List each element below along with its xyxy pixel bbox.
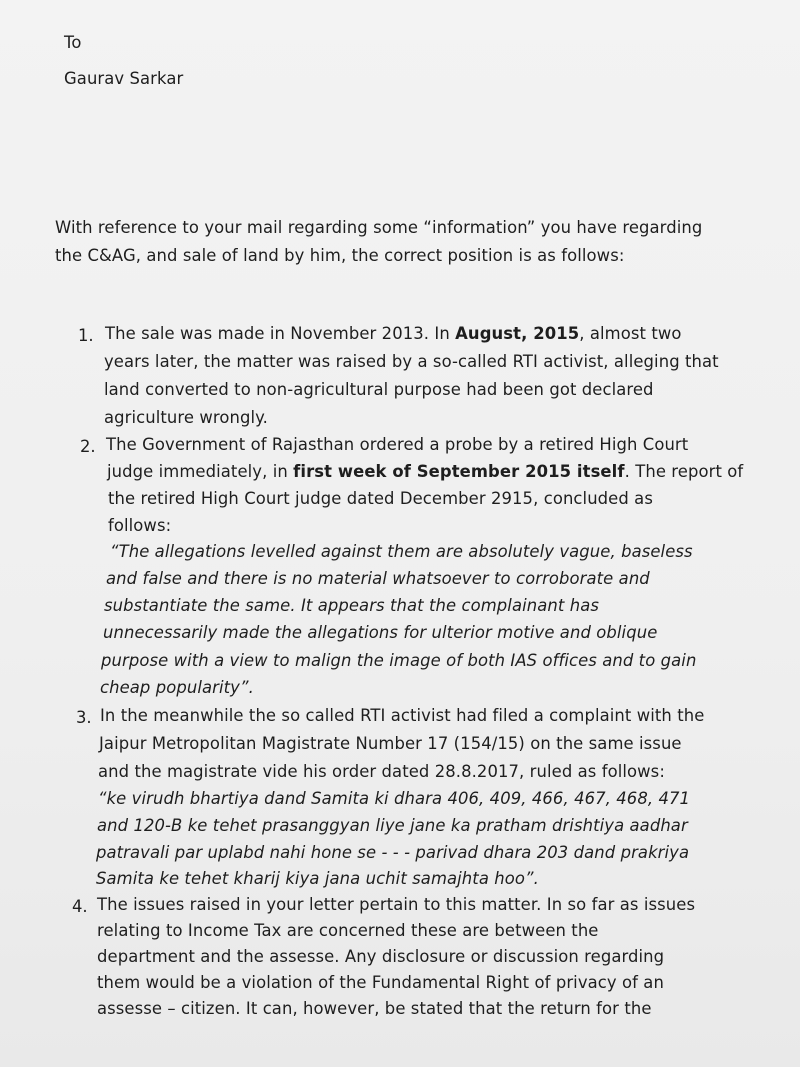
quote-line: patravali par uplabd nahi hone se - - - parivad dhara 203 dand prakriya (96, 843, 690, 862)
salutation: To (64, 33, 82, 52)
quote-line: substantiate the same. It appears that the complainant has (104, 596, 599, 615)
list-item-line: The sale was made in November 2013. In August, 2015, almost two (105, 324, 682, 343)
list-item-line: years later, the matter was raised by a so-called RTI activist, alleging that (104, 352, 719, 371)
quote-line: Samita ke tehet kharij kiya jana uchit samajhta hoo”. (96, 869, 539, 888)
list-item-line: In the meanwhile the so called RTI activist had filed a complaint with the (100, 706, 705, 725)
recipient-name: Gaurav Sarkar (64, 69, 184, 88)
quote-line: and 120-B ke tehet prasanggyan liye jane ka pratham drishtiya aadhar (97, 816, 688, 835)
list-number: 4. (72, 897, 88, 916)
list-item-line: them would be a violation of the Fundamental Right of privacy of an (97, 973, 664, 992)
list-item-line: judge immediately, in first week of September 2015 itself. The report of (107, 462, 744, 481)
list-item-line: agriculture wrongly. (104, 408, 268, 427)
list-item-line: The issues raised in your letter pertain to this matter. In so far as issues (97, 895, 696, 914)
intro-line: With reference to your mail regarding some “information” you have regarding (55, 218, 703, 237)
list-item-line: department and the assesse. Any disclosure or discussion regarding (97, 947, 665, 966)
list-number: 3. (76, 708, 92, 727)
list-item-line: land converted to non-agricultural purpose had been got declared (104, 380, 654, 399)
quote-line: unnecessarily made the allegations for ulterior motive and oblique (103, 623, 658, 642)
list-item-line: the retired High Court judge dated December 2915, concluded as (108, 489, 653, 508)
list-item-line: assesse – citizen. It can, however, be stated that the return for the (97, 999, 652, 1018)
quote-line: and false and there is no material whatsoever to corroborate and (106, 569, 650, 588)
quote-line: cheap popularity”. (100, 678, 254, 697)
list-number: 1. (78, 326, 94, 345)
quote-line: purpose with a view to malign the image of both IAS offices and to gain (101, 651, 697, 670)
list-item-line: The Government of Rajasthan ordered a probe by a retired High Court (106, 435, 689, 454)
list-item-line: and the magistrate vide his order dated 28.8.2017, ruled as follows: (98, 762, 665, 781)
list-number: 2. (80, 437, 96, 456)
list-item-line: Jaipur Metropolitan Magistrate Number 17 (154/15) on the same issue (99, 734, 682, 753)
intro-line: the C&AG, and sale of land by him, the correct position is as follows: (55, 246, 625, 265)
list-item-line: relating to Income Tax are concerned these are between the (97, 921, 599, 940)
quote-line: “ke virudh bhartiya dand Samita ki dhara 406, 409, 466, 467, 468, 471 (98, 789, 691, 808)
quote-line: “The allegations levelled against them are absolutely vague, baseless (110, 542, 693, 561)
list-item-line: follows: (108, 516, 172, 535)
